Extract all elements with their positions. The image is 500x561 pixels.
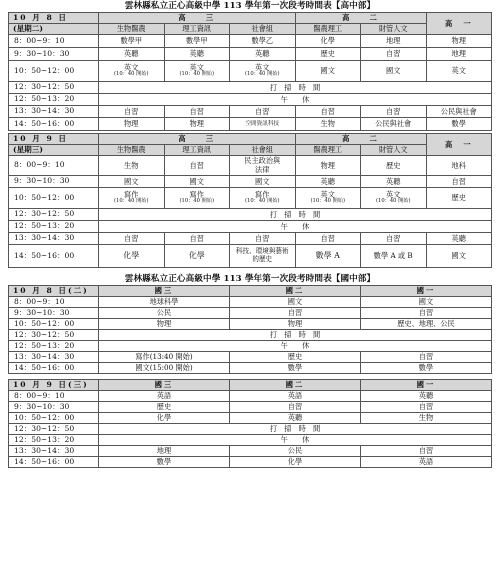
time-slot: 12：50~13：20 — [9, 341, 99, 352]
time-slot: 13：30~14：30 — [9, 106, 99, 118]
exam-cell: 英語 — [230, 391, 361, 402]
exam-cell: 自習 — [99, 233, 165, 245]
exam-cell: 空間資訊科技 — [230, 118, 296, 131]
jh-day2-date: 10 月 9 日(三) — [9, 380, 99, 391]
table-row — [9, 188, 492, 209]
exam-cell: 寫作(13:40 開始) — [99, 352, 230, 363]
table-row — [9, 308, 492, 319]
group-label: 醫農理工 — [295, 24, 361, 35]
exam-cell: 自習 — [361, 106, 427, 118]
nap-time-cell: 午 休 — [99, 435, 492, 446]
table-row — [9, 35, 492, 48]
exam-cell: 英文 (10：40 開始) — [295, 188, 361, 209]
exam-cell: 生物 — [99, 156, 165, 176]
exam-cell: 公民 — [99, 308, 230, 319]
exam-cell: 數學甲 — [99, 35, 165, 48]
exam-cell: 自習 — [295, 106, 361, 118]
start-note: (10：40 開始) — [376, 198, 411, 205]
table-row — [9, 402, 492, 413]
time-slot: 12：50~13：20 — [9, 94, 99, 106]
time-slot: 13：30~14：30 — [9, 352, 99, 363]
exam-cell: 自習 — [295, 233, 361, 245]
time-slot: 14：50~16：00 — [9, 363, 99, 374]
start-note: (10：40 開始) — [245, 198, 280, 205]
table-row — [9, 413, 492, 424]
exam-cell: 生物 — [361, 413, 492, 424]
exam-cell: 自習 — [164, 156, 230, 176]
time-slot: 9：30~10：30 — [9, 48, 99, 61]
exam-cell: 物理 — [99, 118, 165, 131]
exam-cell: 自習 — [99, 106, 165, 118]
exam-cell: 科技、環境與藝術的歷史 — [230, 245, 296, 268]
exam-cell: 國文 — [99, 176, 165, 188]
time-slot: 12：30~12：50 — [9, 330, 99, 341]
time-slot: 10：50~12：00 — [9, 188, 99, 209]
group-label: 生物醫農 — [99, 24, 165, 35]
exam-cell: 英聽 — [99, 48, 165, 61]
group-label: 理工資訊 — [164, 24, 230, 35]
exam-cell: 英文 — [426, 61, 492, 82]
table-row — [9, 330, 492, 341]
exam-cell: 自習 — [361, 233, 427, 245]
exam-cell: 物理 — [99, 319, 230, 330]
jh-grade-2-header: 國二 — [230, 286, 361, 297]
group-label: 社會組 — [230, 24, 296, 35]
exam-cell: 數學 — [426, 118, 492, 131]
hs-day2-weekday: (星期三) — [9, 145, 99, 156]
exam-cell: 化學 — [99, 245, 165, 268]
exam-cell: 民主政治與法律 — [230, 156, 296, 176]
time-slot: 13：30~14：30 — [9, 233, 99, 245]
exam-cell: 化學 — [295, 35, 361, 48]
hs-day2-table — [8, 133, 492, 268]
exam-cell: 英文 (10：40 開始) — [99, 61, 165, 82]
time-slot: 9：30~10：30 — [9, 402, 99, 413]
hs-day1-weekday: (星期二) — [9, 24, 99, 35]
exam-cell: 自習 — [230, 402, 361, 413]
exam-cell: 寫作 (10：40 開始) — [230, 188, 296, 209]
start-note: (10：40 開始) — [114, 198, 149, 205]
table-row — [9, 352, 492, 363]
group-label: 社會組 — [230, 145, 296, 156]
hs-grade-1-header: 高 一 — [426, 134, 492, 156]
exam-cell: 英聽 — [230, 48, 296, 61]
exam-cell: 數學 — [230, 363, 361, 374]
exam-cell: 物理 — [295, 156, 361, 176]
exam-cell: 國文 — [230, 176, 296, 188]
exam-cell: 數學甲 — [164, 35, 230, 48]
exam-cell: 英文 (10：40 開始) — [164, 61, 230, 82]
exam-cell: 物理 — [230, 319, 361, 330]
table-row — [9, 446, 492, 457]
hs-grade-1-header: 高 一 — [426, 13, 492, 35]
exam-cell: 寫作 (10：40 開始) — [164, 188, 230, 209]
nap-time-cell: 午 休 — [99, 94, 492, 106]
hs-grade-2-header: 高 二 — [295, 134, 426, 145]
table-row — [9, 319, 492, 330]
table-row — [9, 209, 492, 221]
exam-cell: 數學 — [361, 363, 492, 374]
table-row — [9, 82, 492, 94]
exam-cell: 英文 (10：40 開始) — [230, 61, 296, 82]
exam-cell: 國文 — [426, 245, 492, 268]
jh-day1-date: 10 月 8 日(二) — [9, 286, 99, 297]
exam-cell: 英語 — [99, 391, 230, 402]
time-slot: 9：30~10：30 — [9, 176, 99, 188]
exam-cell: 國文 — [164, 176, 230, 188]
exam-cell: 英聽 — [295, 176, 361, 188]
exam-cell: 自習 — [361, 446, 492, 457]
start-note: (10：40 開始) — [179, 198, 214, 205]
hs-day1-date: 10 月 8 日 — [9, 13, 99, 24]
time-slot: 9：30~10：30 — [9, 308, 99, 319]
jh-day1-table — [8, 285, 492, 374]
exam-cell: 歷史、地理、公民 — [361, 319, 492, 330]
table-row — [9, 233, 492, 245]
nap-time-cell: 午 休 — [99, 341, 492, 352]
time-slot: 8：00~9：10 — [9, 35, 99, 48]
time-slot: 14：50~16：00 — [9, 118, 99, 131]
exam-cell: 國文 — [230, 297, 361, 308]
exam-cell: 英聽 — [426, 233, 492, 245]
exam-cell: 歷史 — [426, 188, 492, 209]
exam-cell: 地理 — [361, 35, 427, 48]
table-row — [9, 391, 492, 402]
start-note: (10：40 開始) — [310, 198, 345, 205]
exam-cell: 地球科學 — [99, 297, 230, 308]
table-row — [9, 48, 492, 61]
hs-grade-2-header: 高 二 — [295, 13, 426, 24]
hs-grade-3-header: 高 三 — [99, 13, 296, 24]
jh-grade-3-header: 國三 — [99, 380, 230, 391]
time-slot: 12：50~13：20 — [9, 435, 99, 446]
exam-cell: 英聽 — [230, 413, 361, 424]
exam-cell: 英文 (10：40 開始) — [361, 188, 427, 209]
exam-cell: 數學 — [99, 457, 230, 468]
exam-cell: 自習 — [361, 352, 492, 363]
exam-cell: 自習 — [230, 233, 296, 245]
cleaning-time-cell: 打 掃 時 間 — [99, 82, 492, 94]
jh-day2-table — [8, 379, 492, 468]
jh-grade-1-header: 國一 — [361, 286, 492, 297]
time-slot: 10：50~12：00 — [9, 61, 99, 82]
exam-cell: 國文(15:00 開始) — [99, 363, 230, 374]
exam-cell: 英聽 — [361, 176, 427, 188]
time-slot: 13：30~14：30 — [9, 446, 99, 457]
hs-title: 雲林縣私立正心高級中學 113 學年第一次段考時間表【高中部】 — [124, 1, 376, 11]
exam-cell: 公民 — [230, 446, 361, 457]
group-label: 財管人文 — [361, 145, 427, 156]
exam-cell: 國文 — [361, 61, 427, 82]
cleaning-time-cell: 打 掃 時 間 — [99, 330, 492, 341]
group-label: 醫農理工 — [295, 145, 361, 156]
exam-cell: 歷史 — [295, 48, 361, 61]
table-row — [9, 435, 492, 446]
hs-day1-table — [8, 12, 492, 131]
exam-cell: 數學 A — [295, 245, 361, 268]
jh-grade-1-header: 國一 — [361, 380, 492, 391]
exam-cell: 自習 — [361, 308, 492, 319]
exam-cell: 自習 — [361, 48, 427, 61]
exam-cell: 自習 — [230, 106, 296, 118]
exam-cell: 國文 — [361, 297, 492, 308]
exam-cell: 自習 — [164, 106, 230, 118]
exam-cell: 英聽 — [164, 48, 230, 61]
exam-cell: 物理 — [164, 118, 230, 131]
exam-cell: 公民與社會 — [361, 118, 427, 131]
exam-cell: 數學 A 或 B — [361, 245, 427, 268]
start-note: (10：40 開始) — [114, 71, 149, 78]
time-slot: 12：30~12：50 — [9, 209, 99, 221]
exam-cell: 公民與社會 — [426, 106, 492, 118]
time-slot: 12：30~12：50 — [9, 424, 99, 435]
table-row — [9, 297, 492, 308]
exam-cell: 歷史 — [361, 156, 427, 176]
start-note: (10：40 開始) — [179, 71, 214, 78]
exam-cell: 地理 — [99, 446, 230, 457]
exam-cell: 自習 — [361, 402, 492, 413]
exam-cell: 化學 — [164, 245, 230, 268]
exam-cell: 寫作 (10：40 開始) — [99, 188, 165, 209]
exam-cell: 英聽 — [361, 391, 492, 402]
table-row — [9, 156, 492, 176]
table-row — [9, 341, 492, 352]
table-row — [9, 118, 492, 131]
exam-cell: 生物 — [295, 118, 361, 131]
exam-cell: 自習 — [230, 308, 361, 319]
table-row — [9, 424, 492, 435]
table-row — [9, 61, 492, 82]
time-slot: 12：50~13：20 — [9, 221, 99, 233]
table-row — [9, 363, 492, 374]
cleaning-time-cell: 打 掃 時 間 — [99, 424, 492, 435]
time-slot: 8：00~9：10 — [9, 391, 99, 402]
cleaning-time-cell: 打 掃 時 間 — [99, 209, 492, 221]
jh-title: 雲林縣私立正心高級中學 113 學年第一次段考時間表【國中部】 — [124, 274, 376, 284]
jh-grade-2-header: 國二 — [230, 380, 361, 391]
exam-cell: 國文 — [295, 61, 361, 82]
table-row — [9, 245, 492, 268]
exam-cell: 地科 — [426, 156, 492, 176]
group-label: 財管人文 — [361, 24, 427, 35]
exam-cell: 化學 — [230, 457, 361, 468]
table-row — [9, 106, 492, 118]
time-slot: 10：50~12：00 — [9, 413, 99, 424]
table-row — [9, 221, 492, 233]
time-slot: 10：50~12：00 — [9, 319, 99, 330]
exam-cell: 數學乙 — [230, 35, 296, 48]
exam-cell: 自習 — [426, 176, 492, 188]
exam-cell: 地理 — [426, 48, 492, 61]
nap-time-cell: 午 休 — [99, 221, 492, 233]
table-row — [9, 457, 492, 468]
time-slot: 14：50~16：00 — [9, 245, 99, 268]
exam-cell: 化學 — [99, 413, 230, 424]
time-slot: 14：50~16：00 — [9, 457, 99, 468]
table-row — [9, 176, 492, 188]
exam-cell: 物理 — [426, 35, 492, 48]
hs-grade-3-header: 高 三 — [99, 134, 296, 145]
table-row — [9, 94, 492, 106]
exam-cell: 英語 — [361, 457, 492, 468]
time-slot: 8：00~9：10 — [9, 156, 99, 176]
exam-cell: 歷史 — [230, 352, 361, 363]
group-label: 理工資訊 — [164, 145, 230, 156]
group-label: 生物醫農 — [99, 145, 165, 156]
exam-cell: 自習 — [164, 233, 230, 245]
start-note: (10：40 開始) — [245, 71, 280, 78]
hs-day2-date: 10 月 9 日 — [9, 134, 99, 145]
jh-grade-3-header: 國三 — [99, 286, 230, 297]
exam-cell: 歷史 — [99, 402, 230, 413]
time-slot: 8：00~9：10 — [9, 297, 99, 308]
time-slot: 12：30~12：50 — [9, 82, 99, 94]
